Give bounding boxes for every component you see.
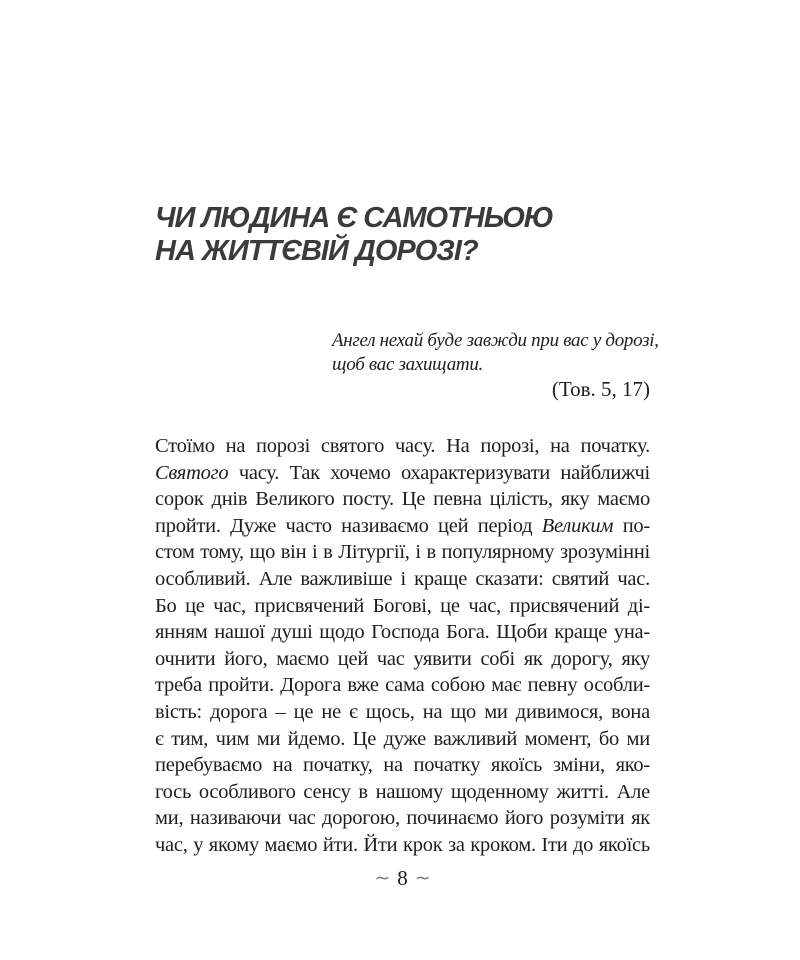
body-segment-italic: Святого [155, 461, 229, 484]
body-segment: є тим, чим ми йдемо. Це дуже важливий момент, бо ми [155, 727, 650, 750]
body-line [155, 460, 650, 487]
body-segment: час, у якому маємо йти. Йти крок за кроком. Іти до якоїсь [155, 833, 650, 856]
body-segment: Стоїмо на порозі святого часу. На порозі, на початку. [155, 435, 650, 457]
body-line [155, 752, 650, 779]
body-segment: очнити його, маємо цей час уявити собі як дорогу, яку [155, 647, 650, 670]
body-segment: перебуваємо на початку, на початку якоїсь зміни, яко- [155, 754, 650, 777]
epigraph-line: Ангел нехай буде завжди при вас у дорозі, [332, 330, 659, 351]
body-line [155, 646, 650, 673]
body-line [155, 619, 650, 646]
body-segment-italic: Великим [541, 514, 614, 537]
body-segment: стом тому, що він і в Літургії, і в популярному зрозумінні [155, 541, 650, 564]
epigraph-citation: (Тов. 5, 17) [551, 377, 650, 401]
body-line [155, 513, 650, 540]
body-line [155, 779, 650, 806]
chapter-title-line-2: НА ЖИТТЄВІЙ ДОРОЗІ? [155, 235, 478, 267]
body-segment: вість: дорога – це не є щось, на що ми дивимося, вона [155, 700, 650, 723]
body-line [155, 805, 650, 832]
body-segment: треба пройти. Дорога вже сама собою має певну особли- [155, 674, 650, 697]
body-line [155, 726, 650, 753]
body-segment: часу. Так хочемо охарактеризувати найближчі [228, 461, 650, 484]
body-line [155, 486, 650, 513]
page-footer [155, 866, 650, 891]
chapter-title [155, 202, 553, 268]
page-number: 8 [397, 866, 408, 890]
body-line [155, 699, 650, 726]
body-segment: сорок днів Великого посту. Це певна цілість, яку маємо [155, 488, 650, 511]
body-line [155, 832, 650, 859]
chapter-title-line-1: ЧИ ЛЮДИНА Є САМОТНЬОЮ [155, 202, 553, 234]
epigraph [332, 329, 659, 376]
body-segment: пройти. Дуже часто називаємо цей період [155, 514, 542, 537]
body-segment: гось особливого сенсу в нашому щоденному житті. Але [155, 780, 650, 803]
body-line [155, 566, 650, 593]
body-segment: особливий. Але важливіше і краще сказати: святий час. [155, 567, 650, 590]
body-line [155, 672, 650, 699]
body-line [155, 593, 650, 620]
body-segment: Бо це час, присвячений Богові, це час, присвячений ді- [155, 594, 650, 617]
text-column [155, 0, 659, 960]
body-segment: по- [613, 514, 650, 537]
body-line [155, 433, 650, 460]
body-text [155, 433, 650, 859]
footer-ornament-left: ∼ [374, 867, 391, 889]
footer-ornament-right: ∼ [414, 867, 431, 889]
body-segment: ми, називаючи час дорогою, починаємо його розуміти як [155, 807, 650, 830]
body-segment: янням нашої душі щодо Господа Бога. Щоби краще уна- [155, 621, 650, 644]
epigraph-line: щоб вас захищати. [332, 353, 483, 375]
body-line [155, 539, 650, 566]
